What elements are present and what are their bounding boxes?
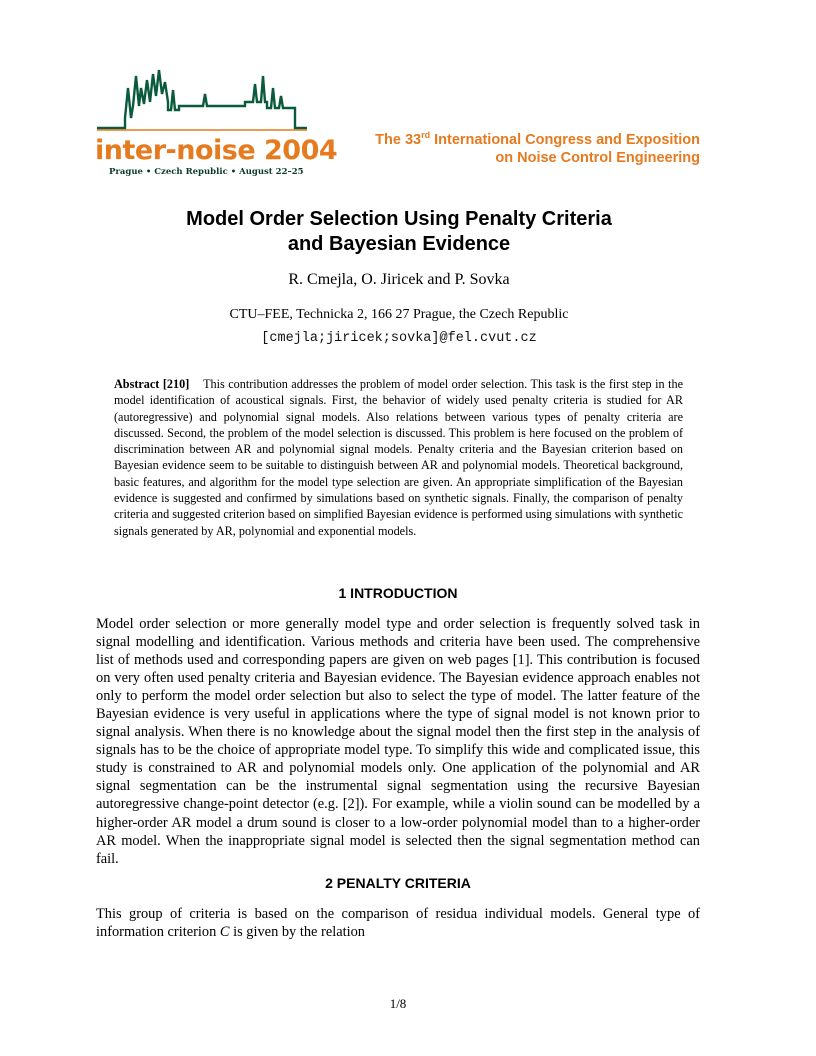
section-heading-penalty-criteria: 2 PENALTY CRITERIA [325, 875, 471, 891]
section-text-penalty-criteria: This group of criteria is based on the comparison of residua individual models. General type of information criterion C is given by the relation [96, 906, 700, 941]
logo-tagline: Prague • Czech Republic • August 22–25 [109, 167, 304, 177]
abstract [114, 376, 683, 539]
section-heading-introduction: 1 INTRODUCTION [338, 585, 458, 601]
abstract-label: Abstract [210] [114, 377, 190, 391]
paper-authors: R. Cmejla, O. Jiricek and P. Sovka [288, 271, 510, 288]
page-number: 1/8 [389, 996, 407, 1011]
conference-logo [95, 66, 338, 180]
prague-skyline-icon [95, 66, 309, 140]
congress-title [330, 131, 700, 167]
abstract-text: This contribution addresses the problem of model order selection. This task is the first step in the model identification of acoustical signals. First, the behavior of widely used penalty criteria is studied for AR (autoregressive) and polynomial signal models. Also relations between various types of penalty criteria are discussed. Second, the problem of the model selection is discussed. This problem is here focused on the problem of discrimination between AR and polynomial signal models. Penalty criteria and the Bayesian criterion based on Bayesian evidence seem to be suitable to distinguish between AR and polynomial models. Theoretical background, basic features, and algorithm for the model type selection are given. An appropriate simplification of the Bayesian evidence is suggested and confirmed by simulations based on synthetic signals. Finally, the comparison of penalty criteria and suggested criterion based on simplified Bayesian evidence is performed using simulations with synthetic signals generated by AR, polynomial and exponential models. [114, 377, 683, 538]
congress-line-1: The 33rd International Congress and Exposition [375, 130, 700, 148]
paper-affiliation: CTU–FEE, Technicka 2, 166 27 Prague, the Czech Republic [229, 307, 569, 322]
congress-line-2: on Noise Control Engineering [495, 150, 700, 166]
paper-email: [cmejla;jiricek;sovka]@fel.cvut.cz [261, 331, 537, 346]
paper-title: Model Order Selection Using Penalty Criteria and Bayesian Evidence [186, 208, 612, 255]
logo-wordmark: inter-noise 2004 [95, 135, 338, 166]
section-text-introduction: Model order selection or more generally model type and order selection is frequently solved task in signal modelling and identification. Various methods and criteria have been used. The comprehensive list of methods used and corresponding papers are given on web pages [1]. This contribution is focused on very often used penalty criteria and Bayesian evidence. The Bayesian evidence approach enables not only to perform the model order selection but also to select the type of model. The latter feature of the Bayesian evidence is very useful in applications where the type of signal model is not known prior to signal analysis. When there is no knowledge about the signal model then the first step in the analysis of signals has to be the choice of appropriate model type. To simplify this wide and complicated issue, this study is constrained to AR and polynomial models only. One application of the polynomial and AR signal segmentation can be the instrumental signal segmentation using the recursive Bayesian autoregressive change-point detector (e.g. [2]). For example, while a violin sound can be modelled by a higher-order AR model a drum sound is closer to a low-order polynomial model than to a higher-order AR model. When the inappropriate signal model is selected then the signal segmentation method can fail. [96, 616, 700, 867]
